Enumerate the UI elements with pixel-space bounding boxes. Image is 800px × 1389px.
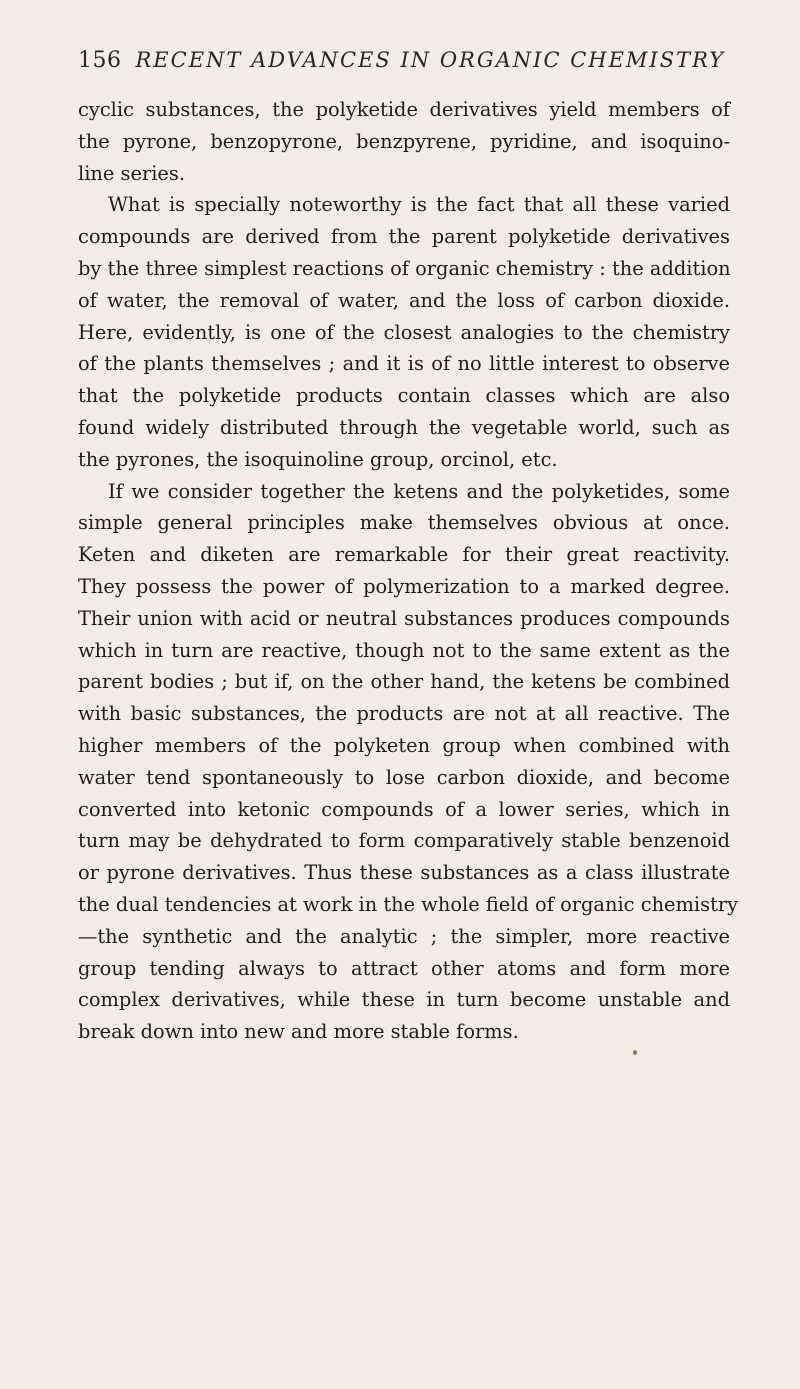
text-line: line series.	[78, 161, 186, 185]
text-line: that the polyketide products contain classes which are also	[78, 384, 730, 408]
text-line: They possess the power of polymerization to a marked degree.	[78, 574, 730, 598]
running-head	[78, 48, 730, 88]
text-line: If we consider together the ketens and the polyketides, some	[108, 479, 730, 503]
text-line: Their union with acid or neutral substances produces compounds	[78, 606, 730, 630]
text-line: converted into ketonic compounds of a lower series, which in	[78, 797, 730, 821]
page-number: 156	[78, 48, 122, 73]
text-line: with basic substances, the products are not at all reactive. The	[78, 702, 730, 726]
text-line: the pyrones, the isoquinoline group, orcinol, etc.	[78, 447, 558, 471]
text-line: Here, evidently, is one of the closest analogies to the chemistry	[78, 320, 730, 344]
text-line: of water, the removal of water, and the loss of carbon dioxide.	[78, 288, 730, 312]
text-line: complex derivatives, while these in turn become unstable and	[78, 988, 730, 1012]
text-line: compounds are derived from the parent polyketide derivatives	[78, 225, 730, 249]
text-line: the pyrone, benzopyrone, benzpyrene, pyridine, and isoquino-	[78, 129, 730, 153]
paper-speck	[633, 1050, 637, 1055]
text-line: higher members of the polyketen group when combined with	[78, 733, 730, 757]
text-line: parent bodies ; but if, on the other hand, the ketens be combined	[78, 670, 730, 694]
text-line: the dual tendencies at work in the whole field of organic chemistry	[78, 892, 739, 916]
text-line: found widely distributed through the vegetable world, such as	[78, 415, 730, 439]
text-line: Keten and diketen are remarkable for their great reactivity.	[78, 543, 730, 567]
text-line: What is specially noteworthy is the fact that all these varied	[108, 193, 730, 217]
text-line: break down into new and more stable forms.	[78, 1020, 519, 1044]
running-title: RECENT ADVANCES IN ORGANIC CHEMISTRY	[135, 48, 726, 72]
text-line: simple general principles make themselves obvious at once.	[78, 511, 730, 535]
book-page	[78, 48, 739, 1048]
text-line: by the three simplest reactions of organic chemistry : the addition	[78, 256, 731, 280]
text-line: which in turn are reactive, though not to the same extent as the	[78, 638, 730, 662]
text-line: —the synthetic and the analytic ; the simpler, more reactive	[78, 924, 730, 948]
text-line: or pyrone derivatives. Thus these substances as a class illustrate	[78, 861, 730, 885]
body-text	[78, 94, 739, 1048]
text-line: cyclic substances, the polyketide derivatives yield members of	[78, 98, 730, 121]
text-line: water tend spontaneously to lose carbon dioxide, and become	[78, 765, 730, 789]
text-line: of the plants themselves ; and it is of no little interest to observe	[78, 352, 730, 376]
text-line: turn may be dehydrated to form comparatively stable benzenoid	[78, 829, 730, 853]
text-line: group tending always to attract other atoms and form more	[78, 956, 730, 980]
